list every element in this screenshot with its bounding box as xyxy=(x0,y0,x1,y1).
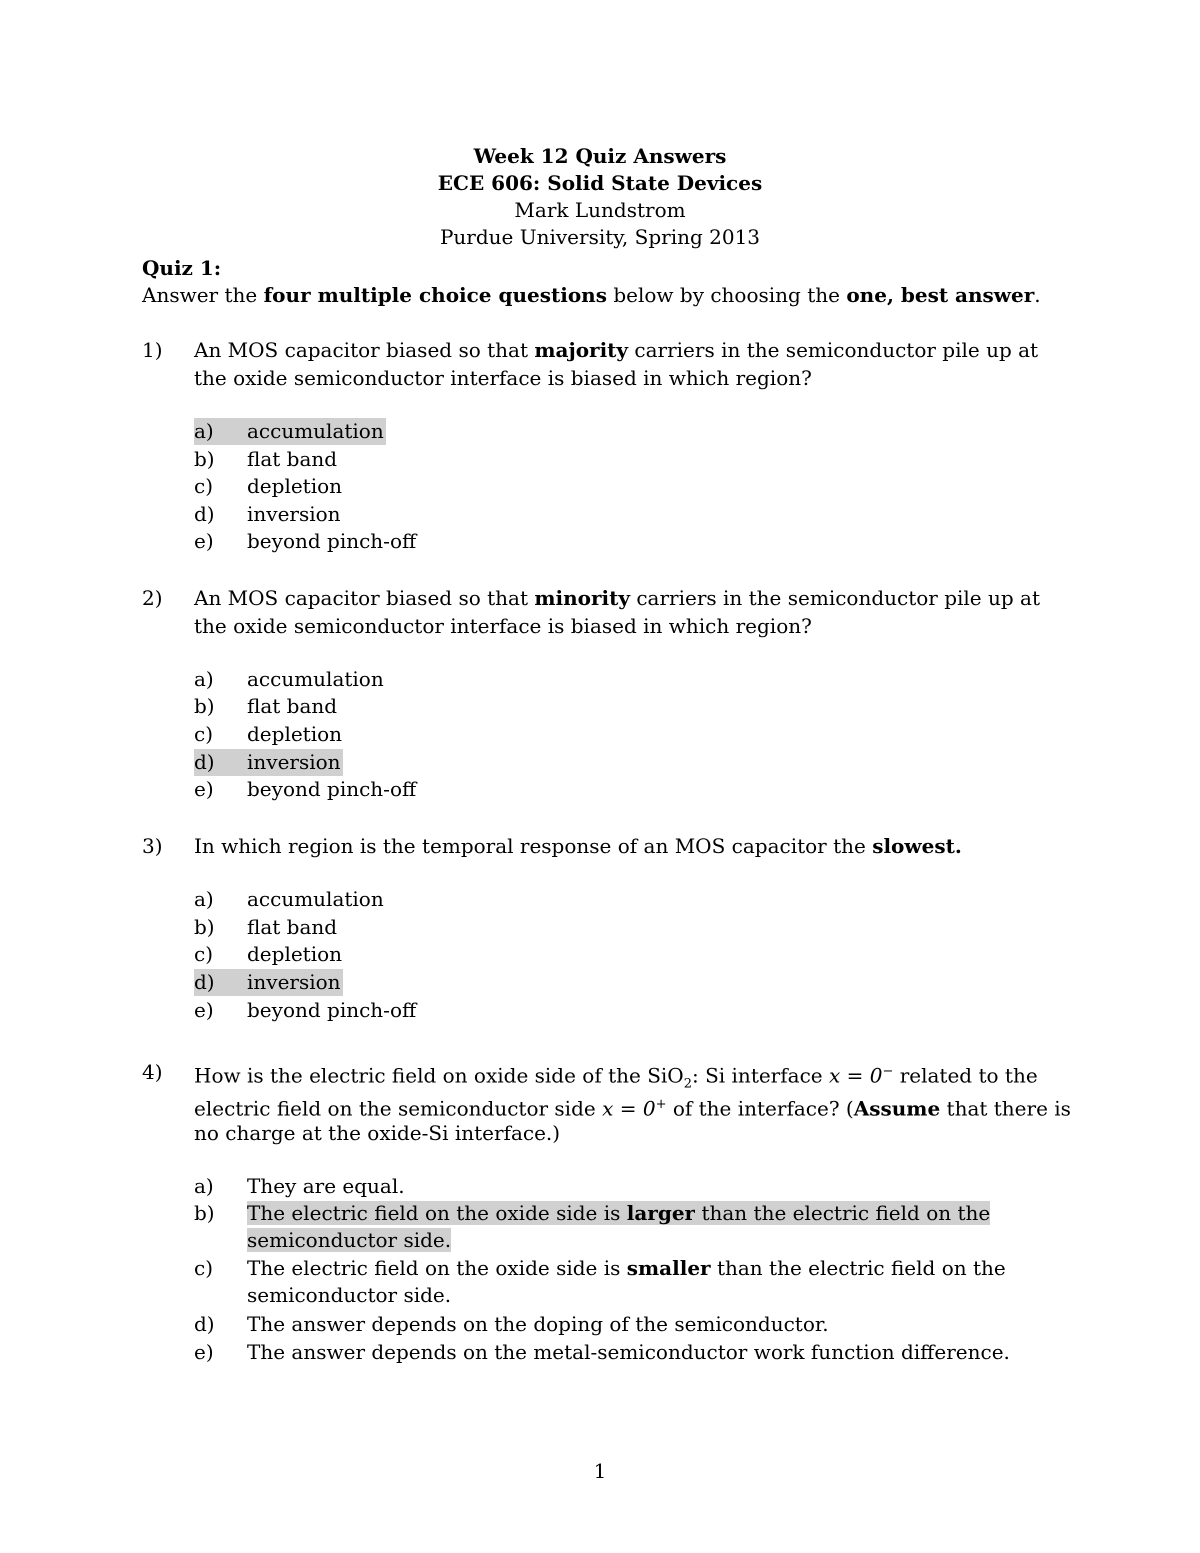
option-text: inversion xyxy=(247,970,341,994)
document-title: Week 12 Quiz Answers xyxy=(473,144,727,168)
question-2-text xyxy=(194,584,1074,640)
question-text: How is the electric field on oxide side of the SiO xyxy=(194,1063,684,1088)
question-number: 3) xyxy=(142,834,163,858)
q3-option-e xyxy=(194,997,416,1024)
q4-option-a xyxy=(194,1173,1054,1200)
option-letter: a) xyxy=(194,887,214,911)
q4-option-b-selected-answer xyxy=(194,1200,1054,1254)
institution-term: Purdue University, Spring 2013 xyxy=(439,225,761,249)
q1-option-c xyxy=(194,473,342,500)
course-title: ECE 606: Solid State Devices xyxy=(437,171,763,195)
q4-option-d xyxy=(194,1311,1054,1338)
option-text: The answer depends on the metal-semiconductor work function difference. xyxy=(247,1340,1010,1364)
question-text: An MOS capacitor biased so that xyxy=(194,586,535,610)
option-text: than the electric field on the semiconductor side. xyxy=(247,1201,991,1252)
question-number: 4) xyxy=(142,1060,163,1084)
option-text: inversion xyxy=(247,750,341,774)
option-letter: b) xyxy=(194,694,215,718)
question-text: : Si interface xyxy=(691,1063,829,1088)
option-text: accumulation xyxy=(247,419,384,443)
option-letter: d) xyxy=(194,502,215,526)
option-text: flat band xyxy=(247,915,338,939)
question-emphasis: minority xyxy=(534,586,630,610)
option-letter: b) xyxy=(194,915,215,939)
option-letter: b) xyxy=(194,1201,215,1225)
option-letter: b) xyxy=(194,447,215,471)
math-expression: x = 0 xyxy=(602,1096,656,1121)
question-number: 2) xyxy=(142,586,163,610)
option-text: depletion xyxy=(247,722,343,746)
q1-option-b xyxy=(194,446,337,473)
q1-option-d xyxy=(194,501,341,528)
option-letter: d) xyxy=(194,1312,215,1336)
instruction-emphasis-count: four multiple choice questions xyxy=(263,283,607,307)
question-text: that there is xyxy=(940,1096,1071,1121)
option-letter: d) xyxy=(194,970,215,994)
q3-option-d-selected-answer xyxy=(194,969,343,996)
subscript: 2 xyxy=(683,1076,692,1092)
page-number: 1 xyxy=(593,1459,607,1483)
q2-option-e xyxy=(194,776,416,803)
instruction-text: Answer the xyxy=(142,283,264,307)
quiz-label: Quiz 1: xyxy=(142,256,222,280)
question-4-line-3: no charge at the oxide-Si interface.) xyxy=(194,1121,561,1145)
option-letter: e) xyxy=(194,529,214,553)
option-letter: a) xyxy=(194,419,214,443)
q2-option-d-selected-answer xyxy=(194,749,343,776)
option-text: beyond pinch-off xyxy=(247,777,417,801)
option-letter: c) xyxy=(194,1256,214,1280)
instruction-emphasis-best: one, best answer xyxy=(846,283,1035,307)
question-text: carriers in the semiconductor pile up at the oxide semiconductor interface is biased in which region? xyxy=(194,338,1039,390)
option-letter: d) xyxy=(194,750,215,774)
question-text: An MOS capacitor biased so that xyxy=(194,338,535,362)
document-header xyxy=(0,143,1200,251)
q3-option-b xyxy=(194,914,337,941)
quiz-instruction xyxy=(142,281,1041,309)
question-number: 1) xyxy=(142,338,163,362)
superscript: + xyxy=(655,1097,667,1112)
option-text-block xyxy=(247,1255,1054,1309)
option-letter: c) xyxy=(194,722,214,746)
option-letter: a) xyxy=(194,1174,214,1198)
math-expression: x = 0 xyxy=(828,1063,883,1088)
question-1-text xyxy=(194,336,1074,392)
option-text: inversion xyxy=(247,502,341,526)
instruction-text: . xyxy=(1034,283,1041,307)
question-text: of the interface? ( xyxy=(666,1096,854,1121)
option-emphasis: larger xyxy=(626,1201,696,1225)
option-text: The answer depends on the doping of the semiconductor. xyxy=(247,1312,829,1336)
instruction-text: below by choosing the xyxy=(606,283,847,307)
option-text: beyond pinch-off xyxy=(247,998,417,1022)
question-text: electric field on the semiconductor side xyxy=(194,1096,603,1121)
q2-option-a xyxy=(194,666,384,693)
option-letter: e) xyxy=(194,1340,214,1364)
option-text: The electric field on the oxide side is xyxy=(247,1256,627,1280)
question-text: In which region is the temporal response of an MOS capacitor the xyxy=(194,834,873,858)
q1-option-a-selected-answer xyxy=(194,418,386,445)
option-emphasis: smaller xyxy=(626,1256,711,1280)
q4-option-e xyxy=(194,1339,1054,1366)
q1-option-e xyxy=(194,528,416,555)
option-text: flat band xyxy=(247,694,338,718)
option-text: depletion xyxy=(247,474,343,498)
option-text: accumulation xyxy=(247,667,384,691)
option-text-block xyxy=(247,1200,1054,1254)
option-text: than the electric field on the semiconductor side. xyxy=(247,1256,1006,1307)
superscript: − xyxy=(882,1064,894,1079)
question-emphasis: Assume xyxy=(853,1096,941,1121)
question-text: related to the xyxy=(893,1063,1038,1088)
option-text: They are equal. xyxy=(247,1174,405,1198)
q2-option-c xyxy=(194,721,342,748)
q2-option-b xyxy=(194,693,337,720)
option-letter: c) xyxy=(194,474,214,498)
question-text: carriers in the semiconductor pile up at the oxide semiconductor interface is biased in which region? xyxy=(194,586,1041,638)
author-name: Mark Lundstrom xyxy=(514,198,686,222)
q4-option-c xyxy=(194,1255,1054,1309)
option-text: depletion xyxy=(247,942,343,966)
question-4-line-2 xyxy=(194,1091,1071,1123)
question-emphasis: majority xyxy=(534,338,629,362)
q3-option-c xyxy=(194,941,342,968)
option-text: flat band xyxy=(247,447,338,471)
option-text: The electric field on the oxide side is xyxy=(247,1201,627,1225)
option-letter: e) xyxy=(194,998,214,1022)
option-letter: c) xyxy=(194,942,214,966)
option-letter: e) xyxy=(194,777,214,801)
q3-option-a xyxy=(194,886,384,913)
question-3-text xyxy=(194,832,1074,860)
question-emphasis: slowest. xyxy=(872,834,962,858)
option-text: accumulation xyxy=(247,887,384,911)
option-letter: a) xyxy=(194,667,214,691)
option-text: beyond pinch-off xyxy=(247,529,417,553)
